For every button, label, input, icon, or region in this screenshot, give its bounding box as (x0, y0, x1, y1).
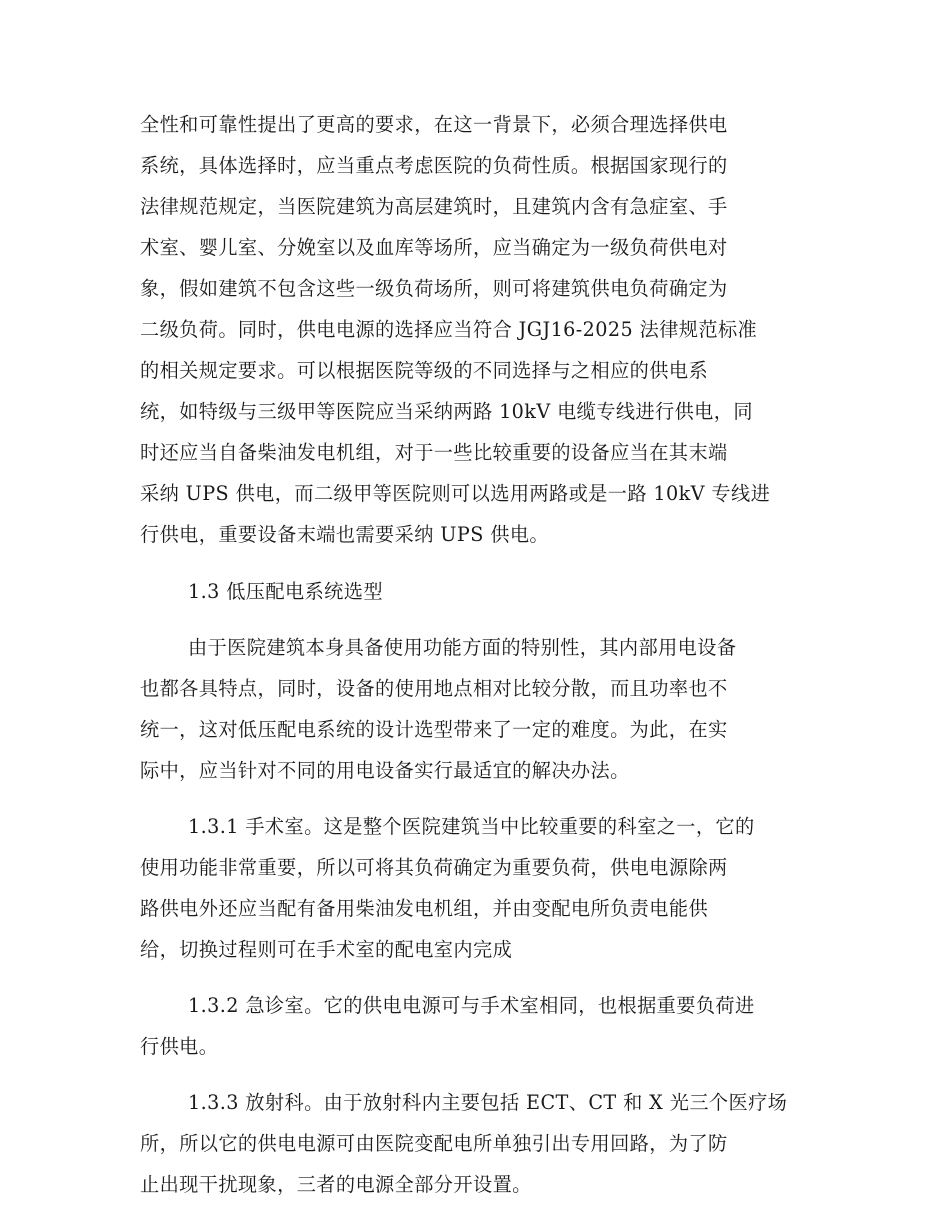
text-line: 全性和可靠性提出了更高的要求，在这一背景下，必须合理选择供电 (140, 113, 728, 136)
text-line: 时还应当自备柴油发电机组，对于一些比较重要的设备应当在其末端 (140, 441, 728, 464)
text-line: 际中，应当针对不同的用电设备实行最适宜的解决办法。 (140, 759, 630, 782)
text-line: 1.3.1 手术室。这是整个医院建筑当中比较重要的科室之一，它的 (188, 815, 755, 838)
text-line: 1.3.2 急诊室。它的供电电源可与手术室相同，也根据重要负荷进 (188, 994, 755, 1017)
text-line: 行供电，重要设备末端也需要采纳 UPS 供电。 (140, 523, 549, 546)
text-line: 术室、婴儿室、分娩室以及血库等场所，应当确定为一级负荷供电对 (140, 236, 728, 259)
text-line: 也都各具特点，同时，设备的使用地点相对比较分散，而且功率也不 (140, 677, 728, 700)
text-line: 统一，这对低压配电系统的设计选型带来了一定的难度。为此，在实 (140, 718, 728, 741)
text-line: 象，假如建筑不包含这些一级负荷场所，则可将建筑供电负荷确定为 (140, 277, 728, 300)
text-line: 止出现干扰现象，三者的电源全部分开设置。 (140, 1173, 532, 1196)
text-line: 路供电外还应当配有备用柴油发电机组，并由变配电所负责电能供 (140, 897, 709, 920)
text-line: 行供电。 (140, 1035, 219, 1058)
section-heading: 1.3 低压配电系统选型 (188, 580, 383, 603)
text-line: 系统，具体选择时，应当重点考虑医院的负荷性质。根据国家现行的 (140, 154, 728, 177)
text-line: 1.3.3 放射科。由于放射科内主要包括 ECT、CT 和 X 光三个医疗场 (188, 1091, 788, 1114)
text-line: 法律规范规定，当医院建筑为高层建筑时，且建筑内含有急症室、手 (140, 195, 728, 218)
text-line: 使用功能非常重要，所以可将其负荷确定为重要负荷，供电电源除两 (140, 856, 728, 879)
text-line: 所，所以它的供电电源可由医院变配电所单独引出专用回路，为了防 (140, 1132, 728, 1155)
text-line: 给，切换过程则可在手术室的配电室内完成 (140, 938, 513, 961)
text-line: 采纳 UPS 供电，而二级甲等医院则可以选用两路或是一路 10kV 专线进 (140, 482, 771, 505)
text-line: 的相关规定要求。可以根据医院等级的不同选择与之相应的供电系 (140, 359, 709, 382)
text-line: 由于医院建筑本身具备使用功能方面的特别性，其内部用电设备 (188, 636, 737, 659)
text-line: 二级负荷。同时，供电电源的选择应当符合 JGJ16-2025 法律规范标准 (140, 318, 758, 341)
text-line: 统，如特级与三级甲等医院应当采纳两路 10kV 电缆专线进行供电，同 (140, 400, 753, 423)
